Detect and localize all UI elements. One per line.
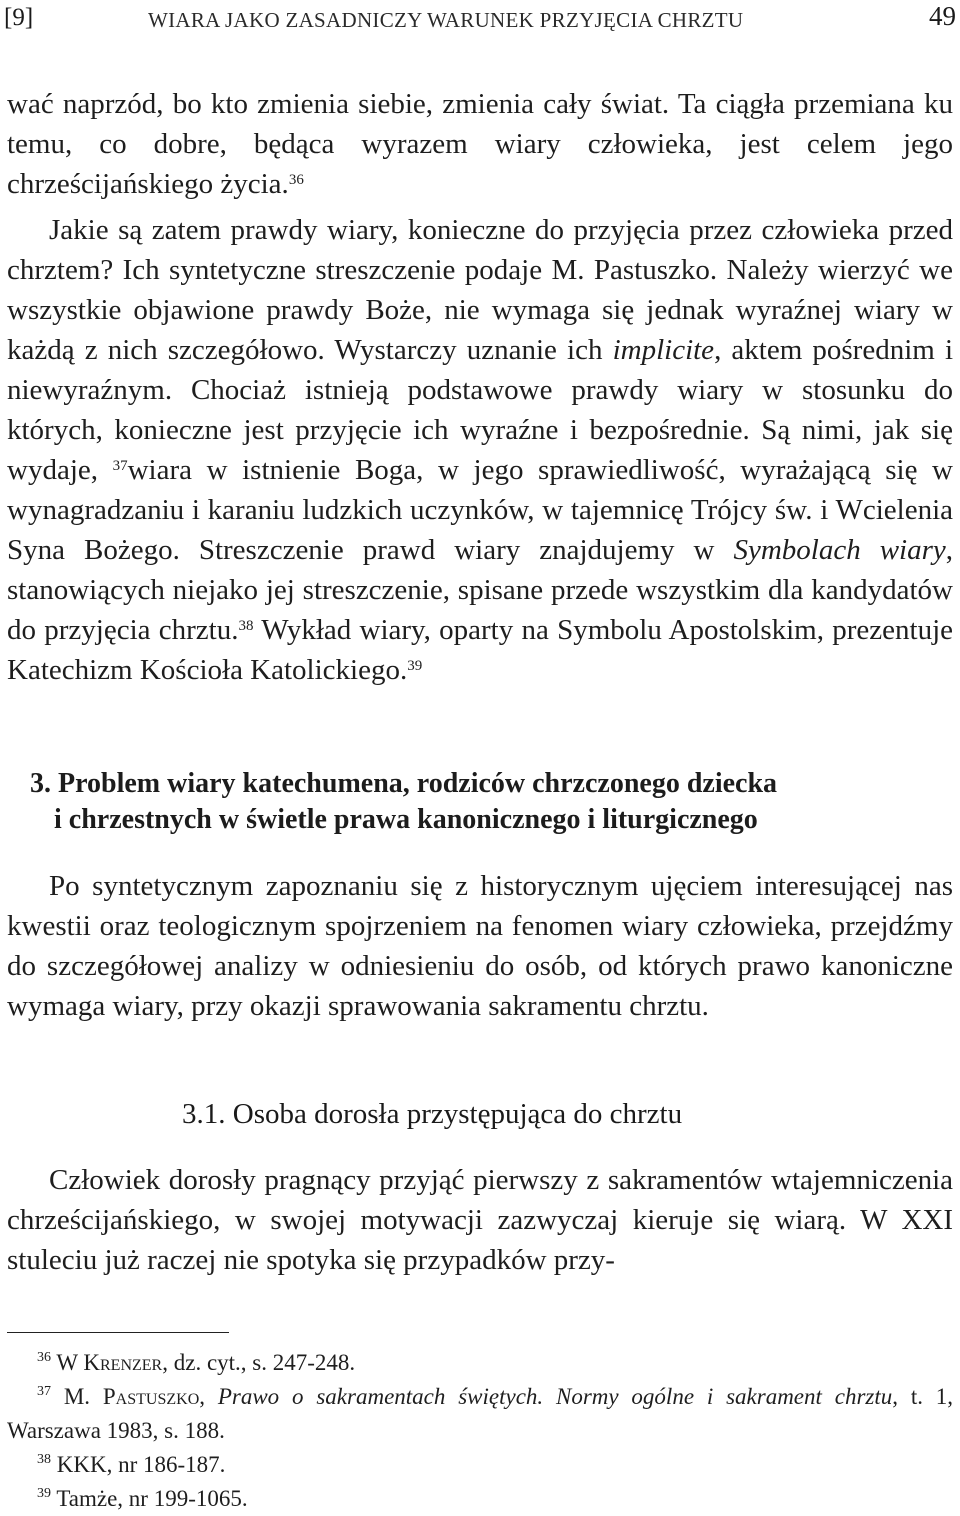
footnote-ref[interactable]: 36: [288, 172, 304, 189]
author-name: Krenzer: [83, 1350, 163, 1375]
footnote-ref[interactable]: 38: [238, 618, 254, 635]
paragraph-text: Po syntetycznym zapoznaniu się z historycznym ujęciem interesującej nas kwestii oraz teologicznym spojrzeniem na fenomen wiary człowieka, przejdźmy do szczegółowej analizy w odniesieniu do osób, od których prawo kanoniczne wymaga wiary, przy okazji sprawowania sakramentu chrztu.: [7, 870, 953, 1022]
paragraph-text: , stanowiących niejako jej streszczenie, spisane przede wszystkim dla kandydatów do przyjęcia chrztu.: [7, 534, 953, 646]
footnote-number: 36: [37, 1350, 51, 1366]
footnote-ref[interactable]: 39: [407, 658, 423, 675]
paragraph-text: Jakie są zatem prawdy wiary, konieczne do przyjęcia przez człowieka przed chrztem? Ich syntetyczne streszczenie podaje M. Pastuszko. Należy wierzyć we wszystkie objawione prawdy Boże, nie wymaga się jednak wyraźnej wiary w każdą z nich szczegółowo. Wystarczy uznanie ich: [7, 214, 953, 366]
paragraph-text: , aktem pośrednim i niewyraźnym. Chociaż istnieją podstawowe prawdy wiary w stosunku do których, konieczne jest przyjęcie ich wyraźne i bezpośrednie. Są nimi, jak się wydaje,: [7, 334, 954, 486]
page-header: [4, 0, 956, 36]
footnote-ref[interactable]: 37: [112, 458, 128, 475]
paragraph-2: [7, 210, 953, 690]
paragraph-text: Człowiek dorosły pragnący przyjąć pierwszy z sakramentów wtajemniczenia chrześcijańskiego, w swojej motywacji zazwyczaj kieruje się wiarą. W XXI stuleciu już raczej nie spotyka się przypadków przy-: [7, 1164, 953, 1276]
italic-term: Symbolach wiary: [733, 534, 946, 566]
footnote-item: $^{37}$ M. Pastuszko, Prawo o sakramentach świętych. Normy ogólne i sakrament chrztu, t. 1, Warszawa 1983, s. 188.: [7, 1384, 954, 1443]
footnote-item: $^{38}$ KKK, nr 186-187.: [37, 1452, 226, 1477]
footnote-item: $^{39}$ Tamże, nr 199-1065.: [37, 1486, 248, 1511]
footnote-item: $^{36}$ W Krenzer, dz. cyt., s. 247-248.: [37, 1350, 356, 1375]
section-heading-line: i chrzestnych w świetle prawa kanonicznego i liturgicznego: [54, 804, 758, 835]
section-ref: [9]: [4, 4, 34, 31]
italic-term: implicite: [612, 334, 715, 366]
author-name: Pastuszko: [102, 1384, 200, 1409]
subsection-heading: 3.1. Osoba dorosła przystępująca do chrztu: [182, 1098, 683, 1130]
paragraph-1: [7, 84, 953, 204]
running-title: WIARA JAKO ZASADNICZY WARUNEK PRZYJĘCIA CHRZTU: [148, 8, 744, 32]
section-heading: [30, 766, 940, 838]
footnotes: [7, 1346, 953, 1516]
paragraph-4: [7, 1160, 953, 1280]
paragraph-text: wiara w istnienie Boga, w jego sprawiedliwość, wyrażającą się w wynagradzaniu i karaniu ludzkich uczynków, w tajemnicę Trójcy św. i Wcielenia Syna Bożego. Streszczenie prawd wiary znajdujemy w: [7, 454, 953, 566]
work-title: Prawo o sakramentach świętych. Normy ogólne i sakrament chrztu: [217, 1384, 893, 1409]
paragraph-text: Wykład wiary, oparty na Symbolu Apostolskim, prezentuje Katechizm Kościoła Katolickiego.: [7, 614, 953, 686]
footnote-separator: [7, 1332, 229, 1333]
paragraph-text: wać naprzód, bo kto zmienia siebie, zmienia cały świat. Ta ciągła przemiana ku temu, co dobre, będąca wyrazem wiary człowieka, jest celem jego chrześcijańskiego życia.: [7, 88, 953, 200]
section-heading-line: 3. Problem wiary katechumena, rodziców chrzczonego dziecka: [30, 768, 778, 799]
paragraph-3: [7, 866, 953, 1026]
footnote-number: 37: [37, 1384, 51, 1400]
footnote-number: 38: [37, 1452, 51, 1468]
page-number: 49: [929, 1, 956, 31]
footnote-number: 39: [37, 1486, 51, 1502]
